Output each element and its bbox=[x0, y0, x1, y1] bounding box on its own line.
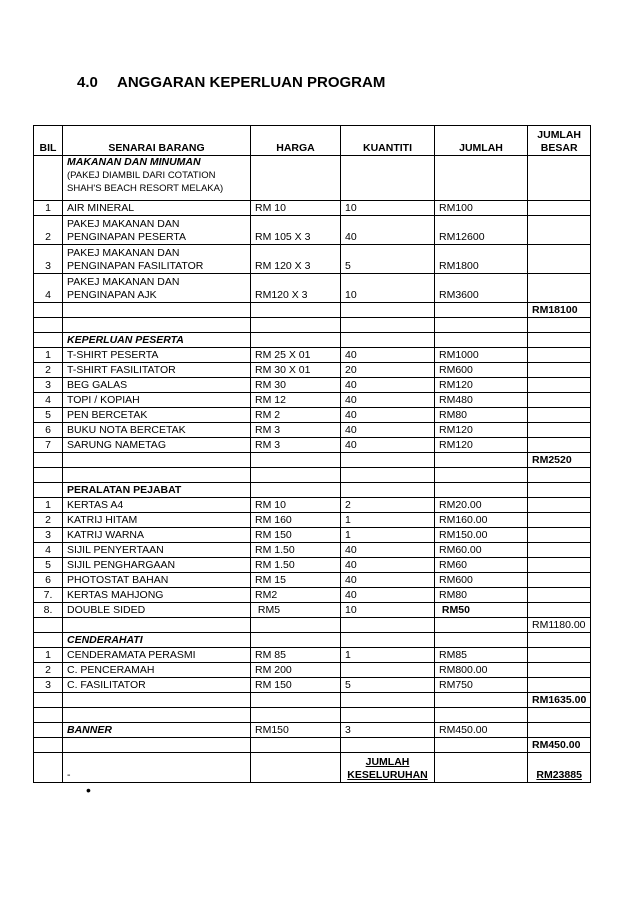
cell-amount: RM3600 bbox=[435, 274, 528, 303]
cell-qty: 10 bbox=[341, 274, 435, 303]
cell-item: T-SHIRT PESERTA bbox=[63, 348, 251, 363]
cell-qty bbox=[341, 663, 435, 678]
cell-item: PEN BERCETAK bbox=[63, 408, 251, 423]
table-row bbox=[34, 498, 591, 513]
cell-price: RM 30 bbox=[251, 378, 341, 393]
cell-price: RM2 bbox=[251, 588, 341, 603]
cell-qty: 5 bbox=[341, 245, 435, 274]
cell-item: BEG GALAS bbox=[63, 378, 251, 393]
cell-amount: RM160.00 bbox=[435, 513, 528, 528]
cell-amount: RM1800 bbox=[435, 245, 528, 274]
cell-item bbox=[63, 216, 251, 245]
table-row bbox=[34, 678, 591, 693]
subtotal-office: RM1180.00 bbox=[528, 618, 591, 633]
cell-price: RM120 X 3 bbox=[251, 274, 341, 303]
spacer-row bbox=[34, 468, 591, 483]
cell-bil: 1 bbox=[34, 498, 63, 513]
cell-item: AIR MINERAL bbox=[63, 201, 251, 216]
cell-bil: 7. bbox=[34, 588, 63, 603]
cell-item: TOPI / KOPIAH bbox=[63, 393, 251, 408]
cell-amount: RM120 bbox=[435, 438, 528, 453]
cell-item: C. FASILITATOR bbox=[63, 678, 251, 693]
cell-qty: 40 bbox=[341, 438, 435, 453]
participants-rows bbox=[34, 348, 591, 453]
cell-price: RM 150 bbox=[251, 528, 341, 543]
cell-item: CENDERAMATA PERASMI bbox=[63, 648, 251, 663]
cell-amount: RM800.00 bbox=[435, 663, 528, 678]
cell-bil: 2 bbox=[34, 513, 63, 528]
cell-price: RM5 bbox=[251, 603, 341, 618]
cell-item: DOUBLE SIDED bbox=[63, 603, 251, 618]
spacer-row bbox=[34, 708, 591, 723]
header-qty: KUANTITI bbox=[341, 126, 435, 156]
cell-item bbox=[63, 274, 251, 303]
cell-amount: RM20.00 bbox=[435, 498, 528, 513]
cell-item-line1: PAKEJ MAKANAN DAN bbox=[67, 247, 180, 259]
cell-bil: 2 bbox=[34, 216, 63, 245]
cell-qty: 1 bbox=[341, 513, 435, 528]
cell-amount: RM480 bbox=[435, 393, 528, 408]
cell-bil: 1 bbox=[34, 201, 63, 216]
cell-item: C. PENCERAMAH bbox=[63, 663, 251, 678]
cell-price: RM 150 bbox=[251, 678, 341, 693]
section-row-food bbox=[34, 156, 591, 201]
section-title-office: PERALATAN PEJABAT bbox=[63, 483, 251, 498]
cell-price: RM 30 X 01 bbox=[251, 363, 341, 378]
cell-price: RM 105 X 3 bbox=[251, 216, 341, 245]
cell-qty: 40 bbox=[341, 393, 435, 408]
cell-amount: RM600 bbox=[435, 573, 528, 588]
cell-item-line1: PAKEJ MAKANAN DAN bbox=[67, 276, 180, 288]
cell-amount: RM1000 bbox=[435, 348, 528, 363]
cell-amount: RM750 bbox=[435, 678, 528, 693]
cell-bil: 3 bbox=[34, 528, 63, 543]
table-row bbox=[34, 378, 591, 393]
table-row bbox=[34, 603, 591, 618]
cell-bil: 1 bbox=[34, 648, 63, 663]
cell-bil: 2 bbox=[34, 663, 63, 678]
cell-bil: 3 bbox=[34, 245, 63, 274]
food-note-line1: (PAKEJ DIAMBIL DARI COTATION bbox=[67, 170, 216, 181]
table-row bbox=[34, 543, 591, 558]
cell-price: RM 3 bbox=[251, 438, 341, 453]
cell-item: PHOTOSTAT BAHAN bbox=[63, 573, 251, 588]
cell-bil: 4 bbox=[34, 393, 63, 408]
cell-qty: 10 bbox=[341, 201, 435, 216]
cell-price: RM 12 bbox=[251, 393, 341, 408]
cell-item-line2: PENGINAPAN FASILITATOR bbox=[67, 260, 204, 272]
cell-qty: 20 bbox=[341, 363, 435, 378]
cell-price: RM 2 bbox=[251, 408, 341, 423]
header-price: HARGA bbox=[251, 126, 341, 156]
subtotal-row bbox=[34, 303, 591, 318]
cell-amount: RM80 bbox=[435, 588, 528, 603]
section-row-office bbox=[34, 483, 591, 498]
budget-table bbox=[33, 125, 591, 783]
cell-amount: RM120 bbox=[435, 378, 528, 393]
section-title-souvenir: CENDERAHATI bbox=[63, 633, 251, 648]
section-title: ANGGARAN KEPERLUAN PROGRAM bbox=[117, 74, 386, 91]
table-row bbox=[34, 363, 591, 378]
header-row bbox=[34, 126, 591, 156]
cell-item: T-SHIRT FASILITATOR bbox=[63, 363, 251, 378]
cell-bil: 6 bbox=[34, 573, 63, 588]
section-number: 4.0 bbox=[77, 74, 98, 91]
table-row bbox=[34, 274, 591, 303]
cell-qty: 40 bbox=[341, 423, 435, 438]
bullet-point: • bbox=[86, 782, 91, 798]
grand-label-line2: KESELURUHAN bbox=[347, 769, 428, 781]
subtotal-row bbox=[34, 453, 591, 468]
table-row bbox=[34, 393, 591, 408]
cell-qty: 10 bbox=[341, 603, 435, 618]
cell-amount: RM100 bbox=[435, 201, 528, 216]
table-row bbox=[34, 573, 591, 588]
table-row bbox=[34, 408, 591, 423]
cell-item: KATRIJ HITAM bbox=[63, 513, 251, 528]
cell-item-line2: PENGINAPAN PESERTA bbox=[67, 231, 187, 243]
subtotal-food: RM18100 bbox=[528, 303, 591, 318]
banner-amount: RM450.00 bbox=[435, 723, 528, 738]
cell-qty: 40 bbox=[341, 573, 435, 588]
cell-item: SARUNG NAMETAG bbox=[63, 438, 251, 453]
cell-item: KERTAS MAHJONG bbox=[63, 588, 251, 603]
table-row bbox=[34, 723, 591, 738]
cell-amount: RM60.00 bbox=[435, 543, 528, 558]
cell-bil: 1 bbox=[34, 348, 63, 363]
subtotal-participants: RM2520 bbox=[528, 453, 591, 468]
cell-qty: 40 bbox=[341, 543, 435, 558]
cell-amount: RM600 bbox=[435, 363, 528, 378]
subtotal-row bbox=[34, 693, 591, 708]
cell-qty: 5 bbox=[341, 678, 435, 693]
cell-item: BUKU NOTA BERCETAK bbox=[63, 423, 251, 438]
section-row-souvenir bbox=[34, 633, 591, 648]
grand-total: RM23885 bbox=[528, 753, 591, 783]
table-row bbox=[34, 423, 591, 438]
cell-item: KATRIJ WARNA bbox=[63, 528, 251, 543]
grand-label bbox=[341, 753, 435, 783]
header-bil: BIL bbox=[34, 126, 63, 156]
cell-bil: 8. bbox=[34, 603, 63, 618]
table-row bbox=[34, 216, 591, 245]
cell-price: RM 15 bbox=[251, 573, 341, 588]
cell-qty: 40 bbox=[341, 408, 435, 423]
table-row bbox=[34, 663, 591, 678]
header-total bbox=[528, 126, 591, 156]
cell-qty: 40 bbox=[341, 378, 435, 393]
subtotal-souvenir: RM1635.00 bbox=[528, 693, 591, 708]
cell-bil: 5 bbox=[34, 408, 63, 423]
cell-price: RM 10 bbox=[251, 201, 341, 216]
table-row bbox=[34, 438, 591, 453]
cell-price: RM 200 bbox=[251, 663, 341, 678]
cell-qty: 2 bbox=[341, 498, 435, 513]
cell-item: KERTAS A4 bbox=[63, 498, 251, 513]
header-item: SENARAI BARANG bbox=[63, 126, 251, 156]
cell-amount: RM12600 bbox=[435, 216, 528, 245]
cell-qty: 1 bbox=[341, 528, 435, 543]
cell-amount: RM120 bbox=[435, 423, 528, 438]
cell-bil: 4 bbox=[34, 274, 63, 303]
subtotal-banner: RM450.00 bbox=[528, 738, 591, 753]
header-total-line2: BESAR bbox=[540, 142, 578, 154]
cell-bil: 5 bbox=[34, 558, 63, 573]
subtotal-row bbox=[34, 738, 591, 753]
cell-item-line2: PENGINAPAN AJK bbox=[67, 289, 157, 301]
subtotal-row bbox=[34, 618, 591, 633]
table-row bbox=[34, 528, 591, 543]
table-row bbox=[34, 588, 591, 603]
table-row bbox=[34, 348, 591, 363]
banner-price: RM150 bbox=[251, 723, 341, 738]
cell-bil: 6 bbox=[34, 423, 63, 438]
cell-item bbox=[63, 245, 251, 274]
header-total-line1: JUMLAH bbox=[537, 129, 582, 141]
cell-qty: 1 bbox=[341, 648, 435, 663]
spacer-row bbox=[34, 318, 591, 333]
cell-amount: RM60 bbox=[435, 558, 528, 573]
cell-price: RM 160 bbox=[251, 513, 341, 528]
cell-item: SIJIL PENGHARGAAN bbox=[63, 558, 251, 573]
table-row bbox=[34, 201, 591, 216]
cell-price: RM 1.50 bbox=[251, 558, 341, 573]
table-row bbox=[34, 513, 591, 528]
grand-dash: - bbox=[63, 753, 251, 783]
cell-qty: 40 bbox=[341, 216, 435, 245]
cell-amount: RM85 bbox=[435, 648, 528, 663]
cell-price: RM 10 bbox=[251, 498, 341, 513]
grand-total-row bbox=[34, 753, 591, 783]
cell-amount: RM80 bbox=[435, 408, 528, 423]
cell-bil: 2 bbox=[34, 363, 63, 378]
cell-price: RM 85 bbox=[251, 648, 341, 663]
cell-bil: 4 bbox=[34, 543, 63, 558]
cell-price: RM 120 X 3 bbox=[251, 245, 341, 274]
table-row bbox=[34, 245, 591, 274]
table-row bbox=[34, 648, 591, 663]
header-amount: JUMLAH bbox=[435, 126, 528, 156]
cell-qty: 40 bbox=[341, 588, 435, 603]
cell-price: RM 25 X 01 bbox=[251, 348, 341, 363]
section-title-food: MAKANAN DAN MINUMAN bbox=[67, 156, 201, 168]
cell-price: RM 1.50 bbox=[251, 543, 341, 558]
cell-price: RM 3 bbox=[251, 423, 341, 438]
cell-item: SIJIL PENYERTAAN bbox=[63, 543, 251, 558]
grand-label-line1: JUMLAH bbox=[365, 756, 410, 768]
section-title-participants: KEPERLUAN PESERTA bbox=[63, 333, 251, 348]
cell-bil: 3 bbox=[34, 678, 63, 693]
cell-qty: 40 bbox=[341, 348, 435, 363]
cell-amount: RM50 bbox=[435, 603, 528, 618]
section-heading bbox=[77, 74, 385, 91]
cell-qty: 40 bbox=[341, 558, 435, 573]
banner-qty: 3 bbox=[341, 723, 435, 738]
table-row bbox=[34, 558, 591, 573]
cell-bil: 7 bbox=[34, 438, 63, 453]
cell-item-line1: PAKEJ MAKANAN DAN bbox=[67, 218, 180, 230]
section-row-participants bbox=[34, 333, 591, 348]
food-note-line2: SHAH'S BEACH RESORT MELAKA) bbox=[67, 183, 224, 194]
banner-item: BANNER bbox=[63, 723, 251, 738]
cell-bil: 3 bbox=[34, 378, 63, 393]
cell-amount: RM150.00 bbox=[435, 528, 528, 543]
